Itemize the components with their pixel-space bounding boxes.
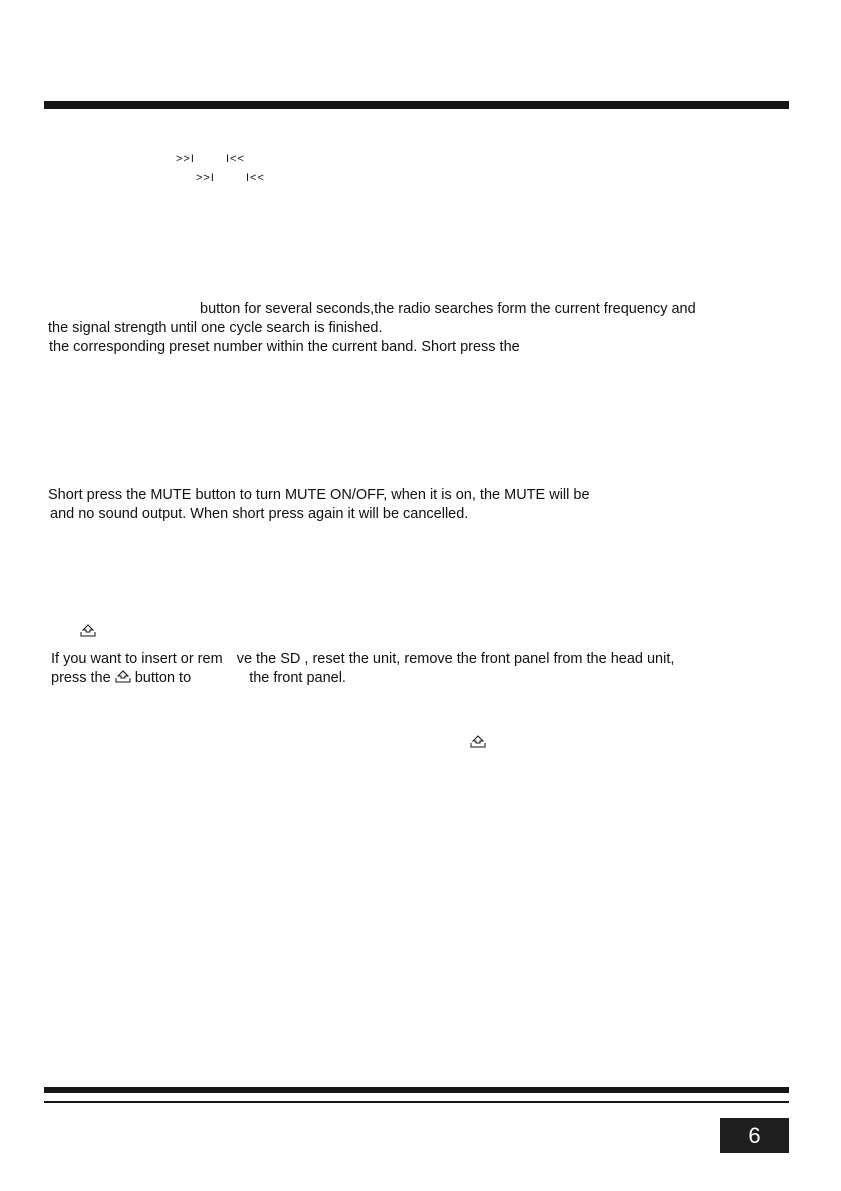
- seek-text-line-2: the signal strength until one cycle search is finished.: [48, 320, 383, 336]
- panel-text-line-2-part-b: button to: [134, 670, 192, 686]
- panel-text-line-1-part-b: ve the SD: [236, 651, 301, 667]
- eject-icon: [115, 670, 131, 684]
- seek-text-line-3-part-b: Short press the: [421, 339, 520, 355]
- panel-text-line-2: [51, 670, 346, 686]
- panel-text-line-2-part-a: press the: [51, 670, 111, 686]
- mute-text-line-1: Short press the MUTE button to turn MUTE ON/OFF, when it is on, the MUTE will be: [48, 487, 590, 503]
- panel-text-line-1-part-c: , reset the unit, remove the front panel from the head unit,: [304, 651, 675, 667]
- panel-text-line-1: [51, 651, 674, 667]
- footer-rule-thin: [44, 1101, 789, 1103]
- seek-text-line-3-part-a: the corresponding preset number within the current band.: [49, 339, 418, 355]
- prev-symbol: I<<: [246, 172, 265, 184]
- panel-text-line-2-part-c: the front panel.: [249, 670, 346, 686]
- eject-icon: [470, 735, 486, 749]
- panel-text-line-1-part-a: If you want to insert or rem: [51, 651, 223, 667]
- prev-symbol: I<<: [226, 153, 245, 165]
- footer-rule-thick: [44, 1087, 789, 1093]
- page-number-badge: [720, 1118, 789, 1153]
- page-number: 6: [748, 1122, 761, 1148]
- seek-text-line-1: button for several seconds,the radio searches form the current frequency and: [200, 301, 696, 317]
- seek-text-line-3: [49, 339, 520, 355]
- next-symbol: >>I: [196, 172, 215, 184]
- next-symbol: >>I: [176, 153, 195, 165]
- eject-icon: [80, 624, 96, 638]
- header-rule: [44, 101, 789, 109]
- mute-text-line-2: and no sound output. When short press again it will be cancelled.: [50, 506, 469, 522]
